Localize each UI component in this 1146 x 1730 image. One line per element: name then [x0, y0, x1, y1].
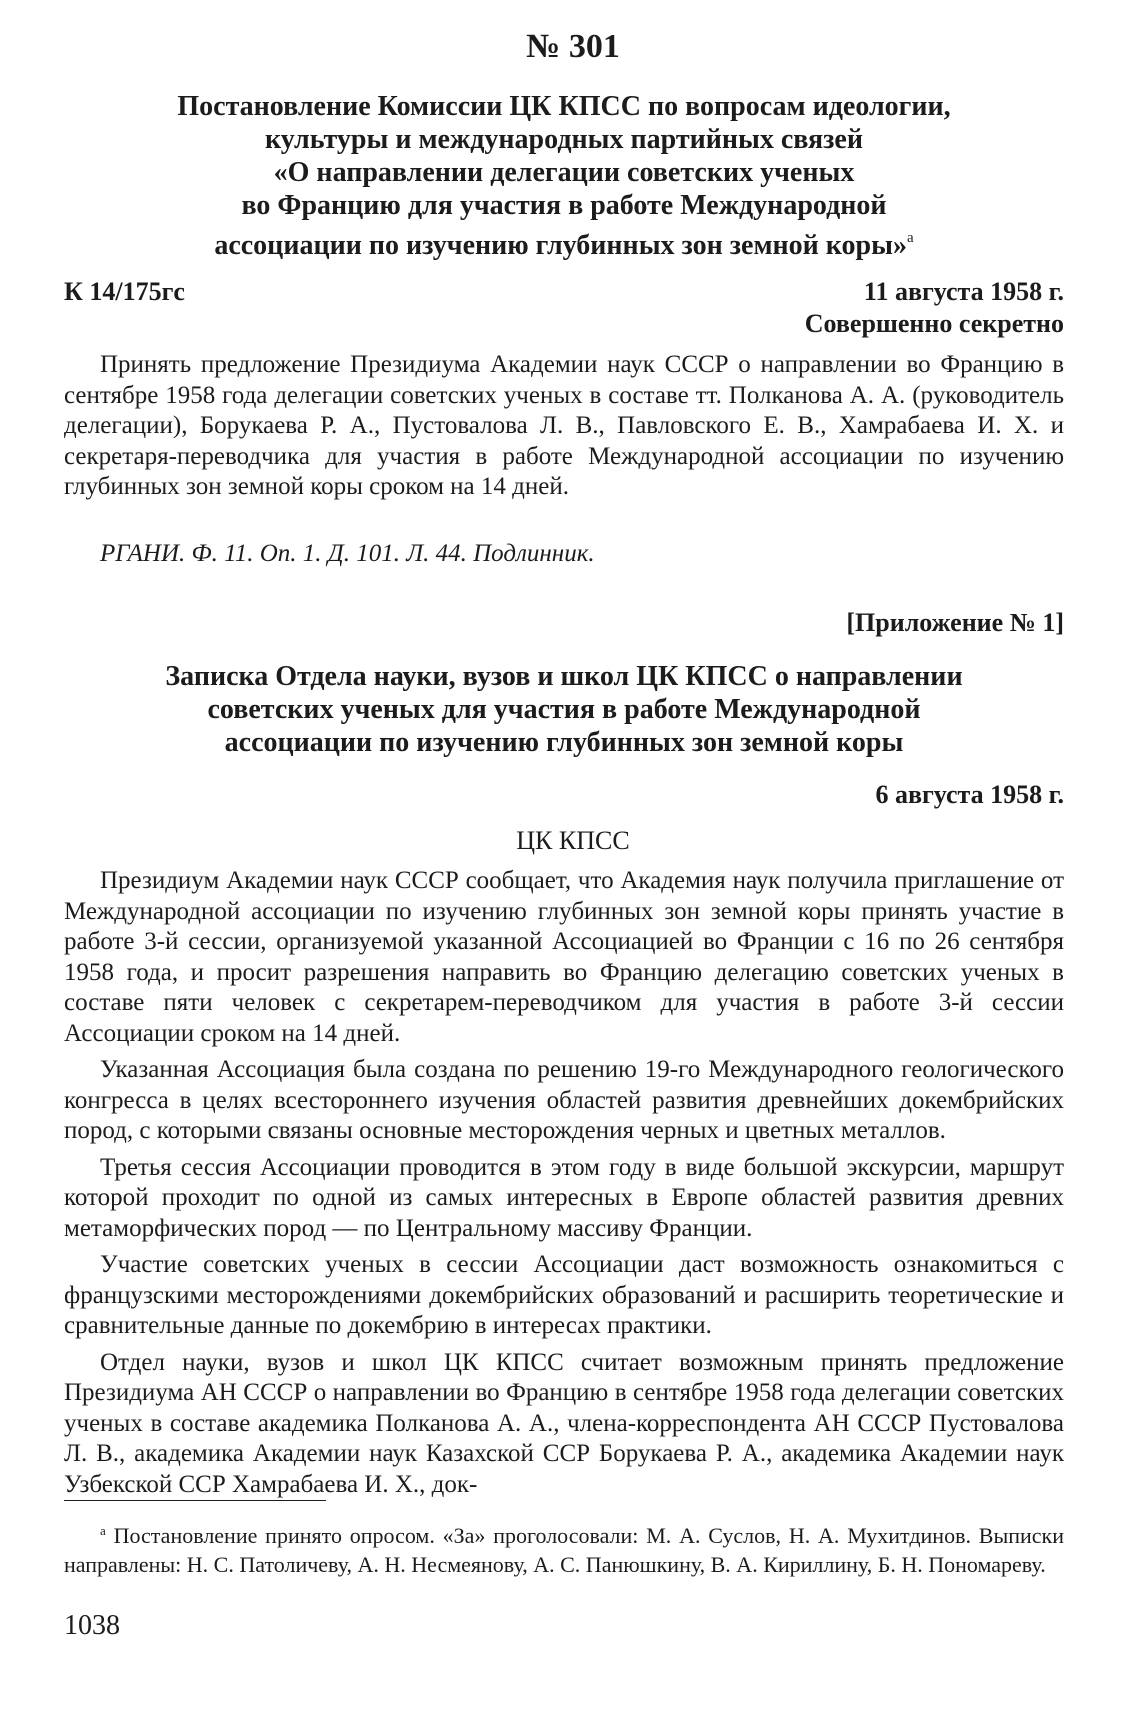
title-line: ассоциации по изучению глубинных зон земной коры» [214, 230, 907, 261]
title-line: Записка Отдела науки, вузов и школ ЦК КПСС о направлении [165, 661, 963, 692]
title-line: «О направлении делегации советских ученых [273, 157, 855, 188]
reference-number: К 14/175гс [64, 277, 185, 306]
archive-source: РГАНИ. Ф. 11. Оп. 1. Д. 101. Л. 44. Подлинник. [100, 540, 595, 567]
paragraph: Третья сессия Ассоциации проводится в этом году в виде большой экскурсии, маршрут которой проходит по одной из самых интересных в Европе областей развития древних метаморфических пород — по Центральному массиву Франции. [64, 1153, 1064, 1242]
addressee: ЦК КПСС [516, 826, 630, 855]
appendix-date: 6 августа 1958 г. [875, 780, 1064, 809]
footnote-divider [64, 1500, 326, 1501]
date-classification [805, 276, 1064, 340]
title-line: советских ученых для участия в работе Международной [207, 694, 921, 725]
paragraph: Отдел науки, вузов и школ ЦК КПСС считает возможным принять предложение Президиума АН СССР о направлении во Францию в сентябре 1958 года делегации советских ученых в составе академика Полканова А. А., члена-корреспондента АН СССР Пустовалова Л. В., академика Академии наук Казахской ССР Борукаева Р. А., академика Академии наук Узбекской ССР Хамрабаева И. Х., док- [64, 1348, 1064, 1498]
title-line: ассоциации по изучению глубинных зон земной коры [224, 727, 904, 758]
classification-stamp: Совершенно секретно [804, 309, 1064, 338]
paragraph: Принять предложение Президиума Академии наук СССР о направлении во Францию в сентябре 1958 года делегации советских ученых в составе тт. Полканова А. А. (руководитель делегации), Борукаева Р. А., Пустовалова Л. В., Павловского Е. В., Хамрабаева И. Х. и секретаря-переводчика для участия в работе Международной ассоциации по изучению глубинных зон земной коры сроком на 14 дней. [64, 351, 1064, 500]
paragraph: Участие советских ученых в сессии Ассоциации даст возможность ознакомиться с французскими месторождениями докембрийских образований и расширить теоретические и сравнительные данные по докембрию в интересах практики. [64, 1251, 1064, 1339]
paragraph: Президиум Академии наук СССР сообщает, что Академия наук получила приглашение от Международной ассоциации по изучению глубинных зон земной коры принять участие в работе 3-й сессии, организуемой указанной Ассоциацией во Франции с 16 по 26 сентября 1958 года, и просит разрешения направить во Францию делегацию советских ученых в составе пяти человек с секретарем-переводчиком для участия в работе 3-й сессии Ассоциации сроком на 14 дней. [64, 867, 1064, 1047]
footnote-text: Постановление принято опросом. «За» проголосовали: М. А. Суслов, Н. А. Мухитдинов. Выписки направлены: Н. С. Патоличеву, А. Н. Несмеянову, А. С. Панюшкину, В. А. Кириллину, Б. Н. Пономареву. [64, 1523, 1065, 1577]
appendix-label: [Приложение № 1] [846, 608, 1064, 637]
document-title [64, 90, 1064, 262]
title-line: во Францию для участия в работе Международной [241, 190, 887, 221]
appendix-title [64, 660, 1064, 759]
document-date: 11 августа 1958 г. [863, 277, 1064, 306]
paragraph: Указанная Ассоциация была создана по решению 19-го Международного геологического конгресса в целях всестороннего изучения областей развития древнейших докембрийских пород, с которыми связаны основные месторождения черных и цветных металлов. [64, 1056, 1064, 1144]
title-line-last [64, 222, 1064, 262]
footnote [64, 1516, 1064, 1579]
appendix-body [64, 866, 1064, 1506]
page-number: 1038 [64, 1610, 120, 1641]
footnote-mark: а [100, 1523, 106, 1538]
title-line: Постановление Комиссии ЦК КПСС по вопросам идеологии, [177, 91, 951, 122]
footnote-reference-mark: а [907, 230, 914, 246]
resolution-body [64, 350, 1064, 503]
document-number: № 301 [526, 28, 620, 65]
title-line: культуры и международных партийных связей [265, 124, 863, 155]
